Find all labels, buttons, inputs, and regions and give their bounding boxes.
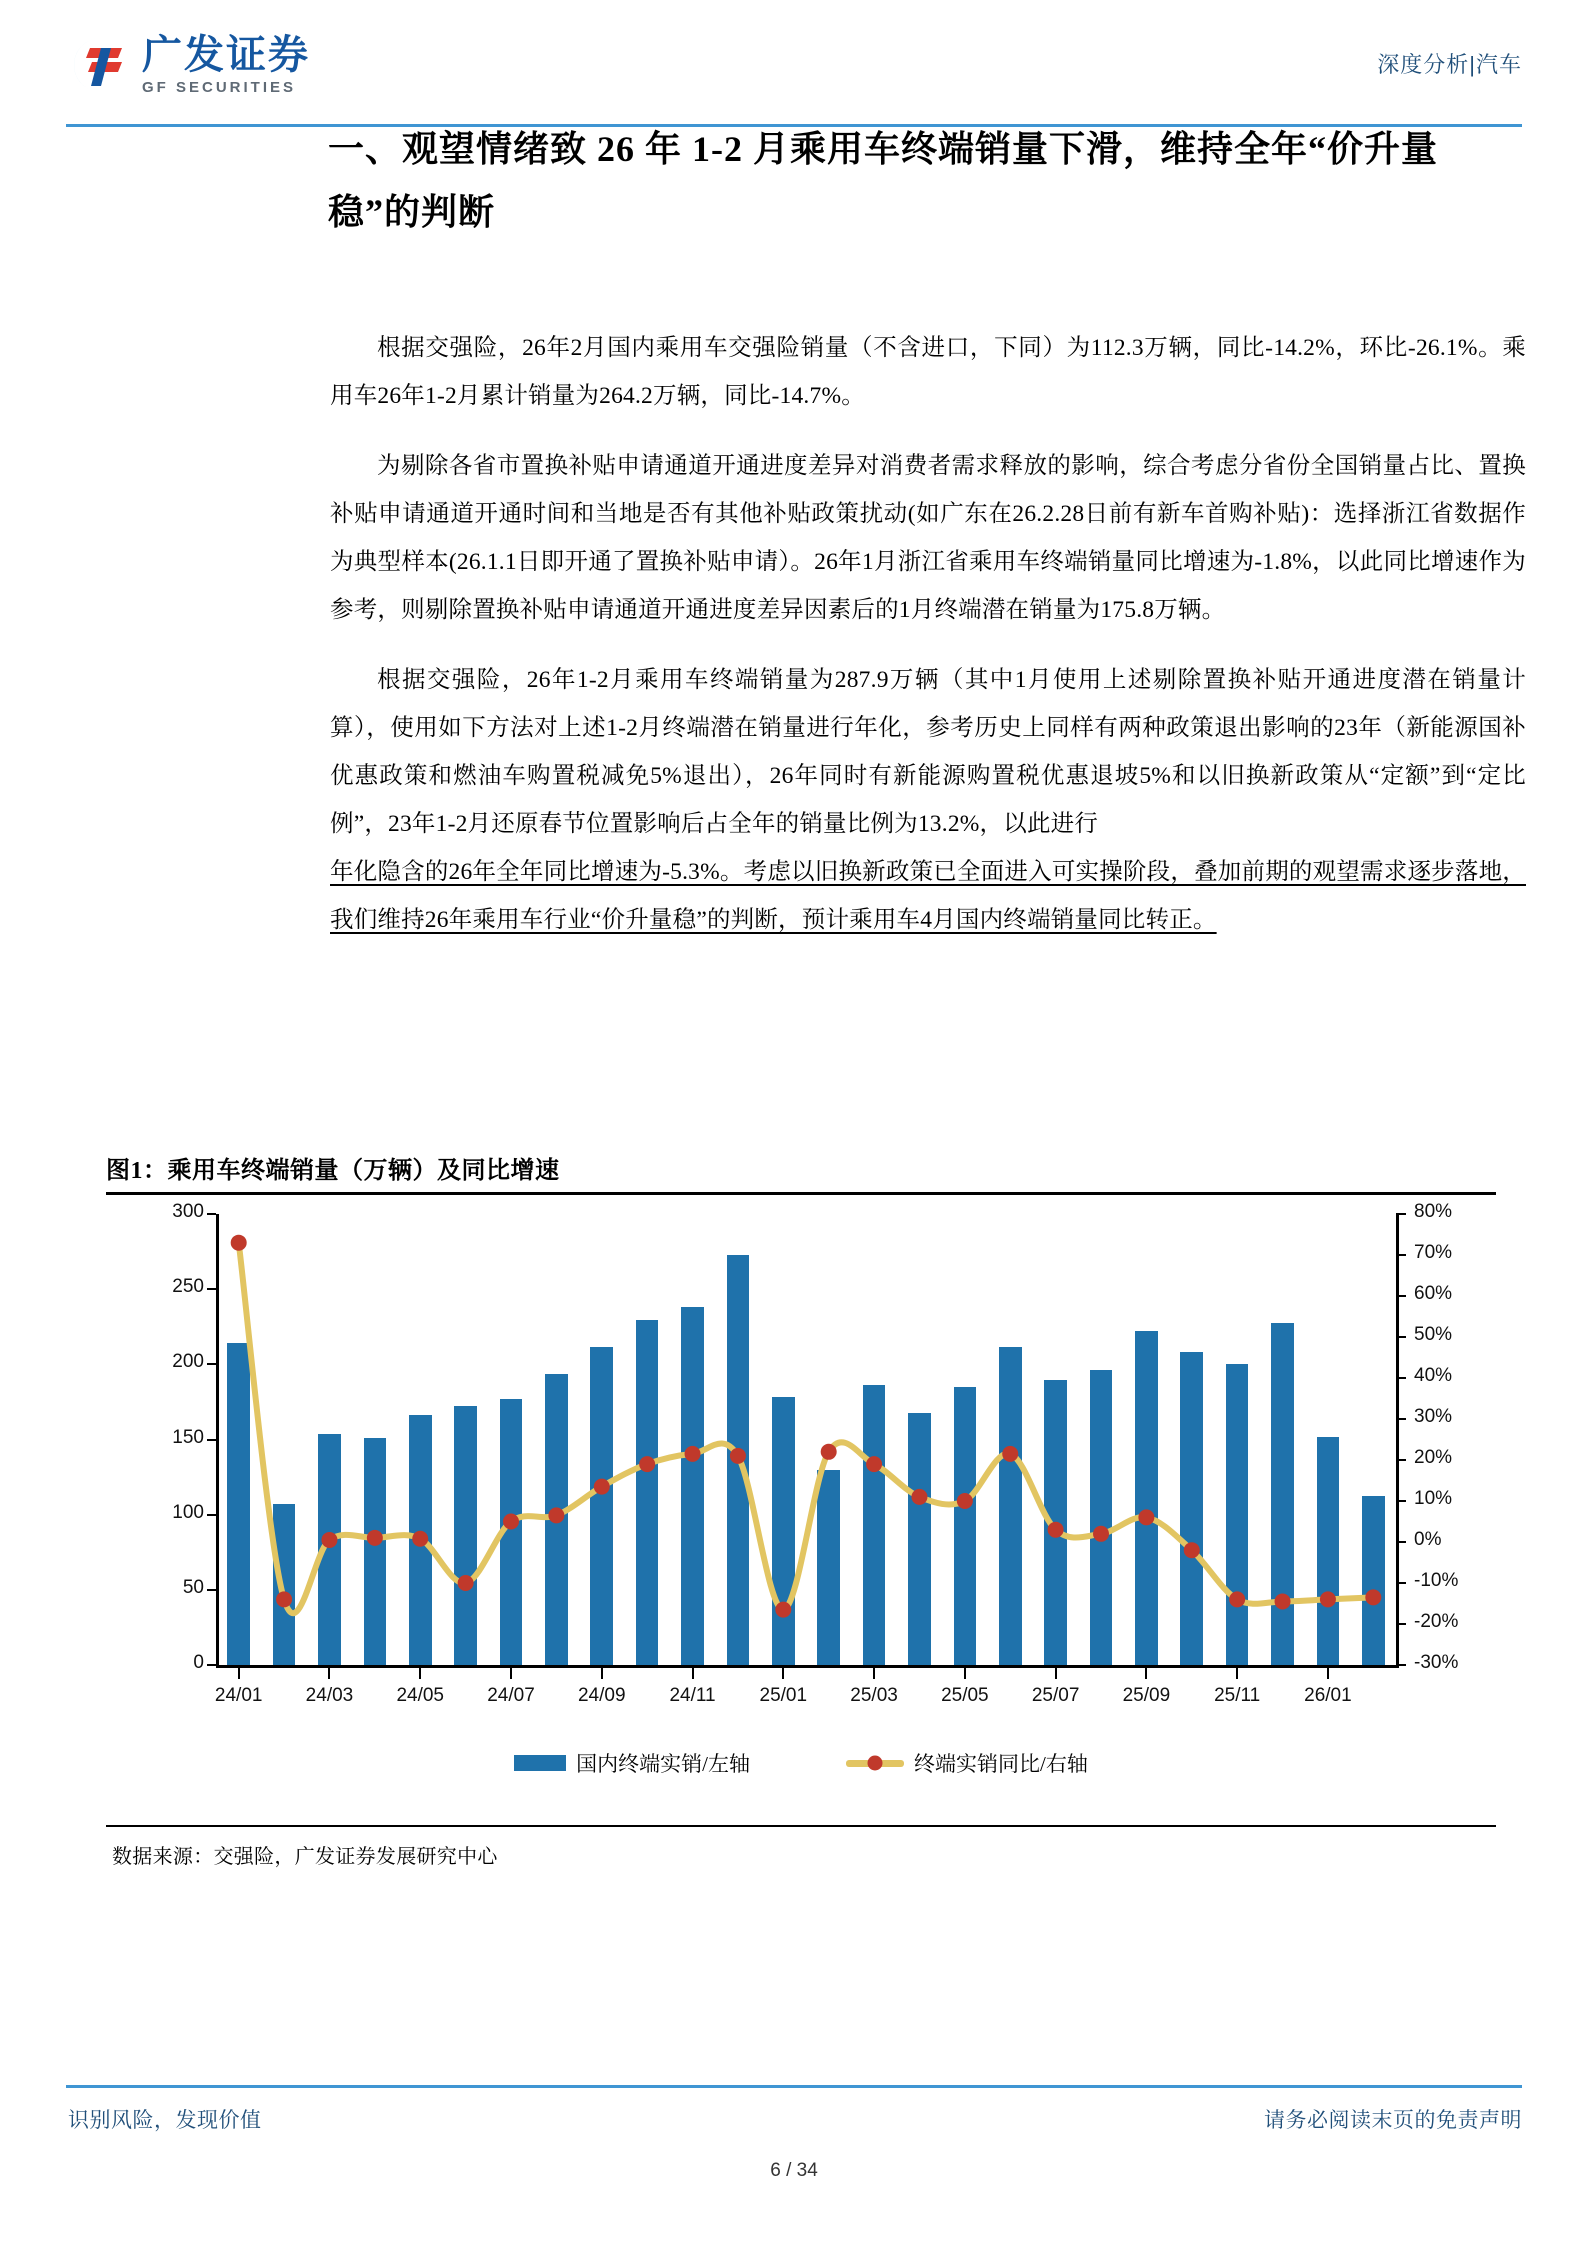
chart-bar (954, 1387, 977, 1665)
chart-bar (1135, 1331, 1158, 1665)
x-axis-tick (238, 1668, 240, 1679)
paragraph-1: 根据交强险，26年2月国内乘用车交强险销量（不含进口，下同）为112.3万辆，同比-14.2%，环比-26.1%。乘用车26年1-2月累计销量为264.2万辆，同比-14.7%。 (330, 335, 1526, 409)
left-axis-tick-label: 50 (182, 1576, 204, 1598)
left-axis-tick (207, 1439, 216, 1441)
x-axis-line (216, 1665, 1399, 1668)
right-axis-tick (1396, 1582, 1406, 1584)
chart-bar (999, 1347, 1022, 1665)
logo-text-cn: 广发证券 (142, 32, 310, 77)
chart-bar (454, 1406, 477, 1665)
right-axis-tick (1396, 1541, 1406, 1543)
chart-bar (636, 1320, 659, 1665)
right-axis-tick-label: 40% (1414, 1365, 1453, 1386)
chart-bar (1226, 1364, 1249, 1665)
left-axis-tick (207, 1589, 216, 1591)
right-axis-line (1396, 1214, 1399, 1667)
x-axis-tick-label: 25/11 (1214, 1685, 1261, 1706)
x-axis-tick-label: 25/01 (759, 1685, 808, 1706)
right-axis-tick-label: 70% (1414, 1242, 1453, 1263)
chart-canvas (106, 1200, 1496, 1820)
right-axis-tick-label: 20% (1414, 1447, 1453, 1468)
x-axis-tick-label: 24/05 (396, 1685, 444, 1706)
chart-bar (318, 1434, 341, 1665)
x-axis-tick-label: 26/01 (1304, 1685, 1352, 1706)
chart-line-marker (821, 1444, 837, 1460)
legend-label-line: 终端实销同比/右轴 (914, 1752, 1088, 1776)
right-axis-tick (1396, 1459, 1406, 1461)
left-axis-tick (207, 1363, 216, 1365)
left-axis-tick (207, 1213, 216, 1215)
x-axis-tick-label: 25/05 (941, 1685, 989, 1706)
left-axis-tick-label: 200 (172, 1351, 204, 1373)
right-axis-tick (1396, 1500, 1406, 1502)
left-axis-tick (207, 1514, 216, 1516)
x-axis-tick (601, 1668, 603, 1679)
right-axis-tick-label: -20% (1414, 1611, 1459, 1632)
page-title: 一、观望情绪致 26 年 1-2 月乘用车终端销量下滑，维持全年“价升量稳”的判断 (328, 129, 1438, 232)
chart-bar (1090, 1370, 1113, 1665)
exhibit-top-rule (106, 1192, 1496, 1195)
right-axis-tick-label: 10% (1414, 1488, 1453, 1509)
chart-bar (1180, 1352, 1203, 1665)
chart-bar (908, 1413, 931, 1665)
chart-bar (863, 1385, 886, 1665)
x-axis-tick (419, 1668, 421, 1679)
x-axis-tick-label: 24/07 (487, 1685, 535, 1706)
right-axis-tick (1396, 1336, 1406, 1338)
chart-bar (364, 1438, 387, 1665)
paragraph-2: 为剔除各省市置换补贴申请通道开通进度差异对消费者需求释放的影响，综合考虑分省份全国销量占比、置换补贴申请通道开通时间和当地是否有其他补贴政策扰动(如广东在26.2.28日前有新车首购补贴)：选择浙江省数据作为典型样本(26.1.1日即开通了置换补贴申请）。26年1月浙江省乘用车终端销量同比增速为-1.8%，以此同比增速作为参考，则剔除置换补贴申请通道开通进度差异因素后的1月终端潜在销量为175.8万辆。 (330, 453, 1526, 623)
left-axis-tick (207, 1288, 216, 1290)
exhibit-bottom-rule (106, 1825, 1496, 1827)
chart-bar (227, 1343, 250, 1665)
x-axis-tick-label: 24/03 (305, 1685, 354, 1706)
x-axis-tick (1236, 1668, 1238, 1679)
left-axis-line (216, 1214, 219, 1667)
left-axis-tick-label: 100 (172, 1501, 204, 1523)
chart-bar (409, 1415, 432, 1665)
chart-bar (545, 1374, 568, 1665)
right-axis-tick (1396, 1254, 1406, 1256)
chart-bar (1362, 1496, 1385, 1665)
footer-divider (66, 2085, 1522, 2088)
left-axis-tick-label: 300 (172, 1201, 204, 1222)
right-axis-tick-label: 50% (1414, 1324, 1453, 1345)
x-axis-tick (1145, 1668, 1147, 1679)
right-axis-tick-label: -10% (1414, 1570, 1459, 1591)
header-category: 深度分析|汽车 (1377, 52, 1522, 77)
right-axis-tick-label: -30% (1414, 1652, 1459, 1673)
right-axis-tick-label: 80% (1414, 1201, 1453, 1222)
page-number: 6 / 34 (770, 2160, 818, 2181)
right-axis-tick-label: 30% (1414, 1406, 1453, 1427)
logo-text-en: GF SECURITIES (142, 78, 297, 96)
x-axis-tick-label: 24/11 (669, 1685, 716, 1706)
right-axis-tick (1396, 1418, 1406, 1420)
chart-bar (1317, 1437, 1340, 1665)
gf-securities-logo (70, 34, 310, 96)
exhibit-title: 图1：乘用车终端销量（万辆）及同比增速 (106, 1158, 560, 1184)
left-axis-tick-label: 0 (193, 1652, 204, 1673)
legend-label-bars: 国内终端实销/左轴 (576, 1752, 750, 1776)
x-axis-tick (328, 1668, 330, 1679)
right-axis-tick-label: 0% (1414, 1529, 1442, 1550)
x-axis-tick (782, 1668, 784, 1679)
x-axis-tick (1055, 1668, 1057, 1679)
chart-line-marker (231, 1235, 247, 1251)
paragraph-3a: 根据交强险，26年1-2月乘用车终端销量为287.9万辆（其中1月使用上述剔除置换补贴开通进度潜在销量计算），使用如下方法对上述1-2月终端潜在销量进行年化，参考历史上同样有两种政策退出影响的23年（新能源国补优惠政策和燃油车购置税减免5%退出），26年同时有新能源购置税优惠退坡5%和以旧换新政策从“定额”到“定比例”，23年1-2月还原春节位置影响后占全年的销量比例为13.2%，以此进行 (330, 667, 1526, 837)
chart-bar (1044, 1380, 1067, 1665)
chart-bar (727, 1255, 750, 1665)
footer-slogan: 识别风险，发现价值 (68, 2109, 262, 2132)
left-axis-tick-label: 250 (172, 1276, 204, 1298)
right-axis-tick (1396, 1295, 1406, 1297)
right-axis-tick (1396, 1623, 1406, 1625)
left-axis-tick-label: 150 (172, 1426, 204, 1448)
chart-bar (273, 1504, 296, 1665)
x-axis-tick (873, 1668, 875, 1679)
chart-bar (681, 1307, 704, 1665)
footer-disclaimer: 请务必阅读末页的免责声明 (1264, 2109, 1522, 2132)
right-axis-tick (1396, 1377, 1406, 1379)
right-axis-tick (1396, 1213, 1406, 1215)
chart-bar (500, 1399, 523, 1665)
legend-item-line (846, 1748, 1088, 1778)
x-axis-tick (964, 1668, 966, 1679)
body-copy (330, 324, 1526, 966)
chart-bar (1271, 1323, 1294, 1665)
x-axis-tick (1327, 1668, 1329, 1679)
exhibit-source: 数据来源：交强险，广发证券发展研究中心 (112, 1846, 498, 1868)
legend-line-swatch-icon (846, 1760, 904, 1767)
left-axis-tick (207, 1664, 216, 1666)
x-axis-tick (510, 1668, 512, 1679)
chart-bar (772, 1397, 795, 1665)
chart-legend (106, 1748, 1496, 1778)
x-axis-tick-label: 24/01 (214, 1685, 263, 1706)
legend-bar-swatch-icon (514, 1755, 566, 1771)
chart-bar (817, 1470, 840, 1665)
right-axis-tick-label: 60% (1414, 1283, 1453, 1304)
paragraph-3b: 年化隐含的26年全年同比增速为-5.3%。考虑以旧换新政策已全面进入可实操阶段，叠加前期的观望需求逐步落地，我们维持26年乘用车行业“价升量稳”的判断，预计乘用车4月国内终端销量同比转正。 (330, 859, 1526, 933)
x-axis-tick-label: 25/03 (850, 1685, 898, 1706)
gf-logo-mark-icon (70, 34, 132, 96)
x-axis-tick-label: 25/07 (1031, 1685, 1080, 1706)
legend-item-bars (514, 1748, 750, 1778)
exhibit-header (106, 1150, 1496, 1193)
x-axis-tick (692, 1668, 694, 1679)
x-axis-tick-label: 24/09 (577, 1685, 626, 1706)
x-axis-tick-label: 25/09 (1122, 1685, 1171, 1706)
chart-bar (590, 1347, 613, 1665)
